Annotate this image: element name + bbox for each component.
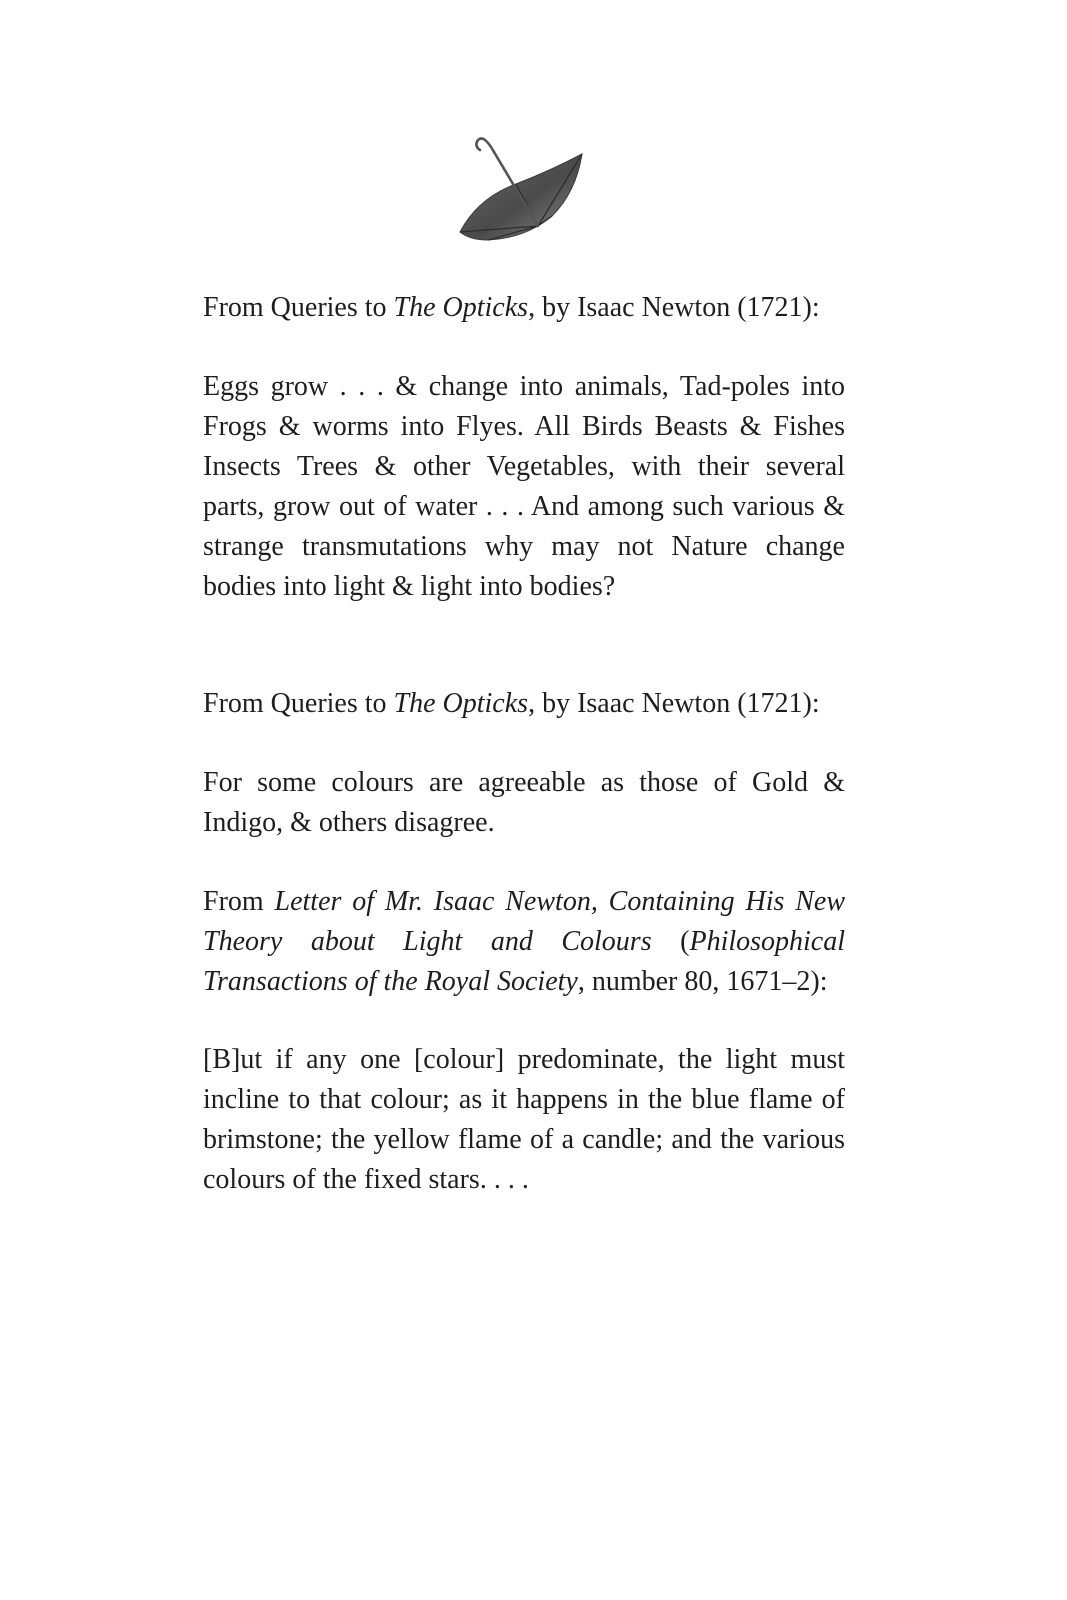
journal-title: Philosophical Transactions of the Royal Society xyxy=(203,926,846,997)
attribution-1: From Queries to The Opticks, by Isaac Newton (1721): xyxy=(203,292,820,323)
work-title: The Opticks xyxy=(393,292,529,323)
umbrella-icon xyxy=(448,128,594,250)
quote-3: [B]ut if any one [colour] predominate, the light must incline to that colour; as it happens in the blue flame of brimstone; the yellow flame of a candle; and the various colours of the fixed stars. . . . xyxy=(203,1044,845,1195)
quote-2: For some colours are agreeable as those of Gold & Indigo, & others disagree. xyxy=(203,767,845,838)
attribution-3: From Letter of Mr. Isaac Newton, Containing His New Theory about Light and Colours (Philosophical Transactions of the Royal Society, number 80, 1671–2): xyxy=(203,886,846,997)
work-title: The Opticks xyxy=(393,688,529,719)
work-title: Letter of Mr. Isaac Newton, Containing His New Theory about Light and Colours xyxy=(203,886,845,957)
quote-1: Eggs grow . . . & change into animals, Tad-poles into Frogs & worms into Flyes. All Birds Beasts & Fishes Insects Trees & other Vegetables, with their several parts, grow out of water . . . And among such various & strange transmutations why may not Nature change bodies into light & light into bodies? xyxy=(203,371,845,602)
attribution-2: From Queries to The Opticks, by Isaac Newton (1721): xyxy=(203,688,820,719)
